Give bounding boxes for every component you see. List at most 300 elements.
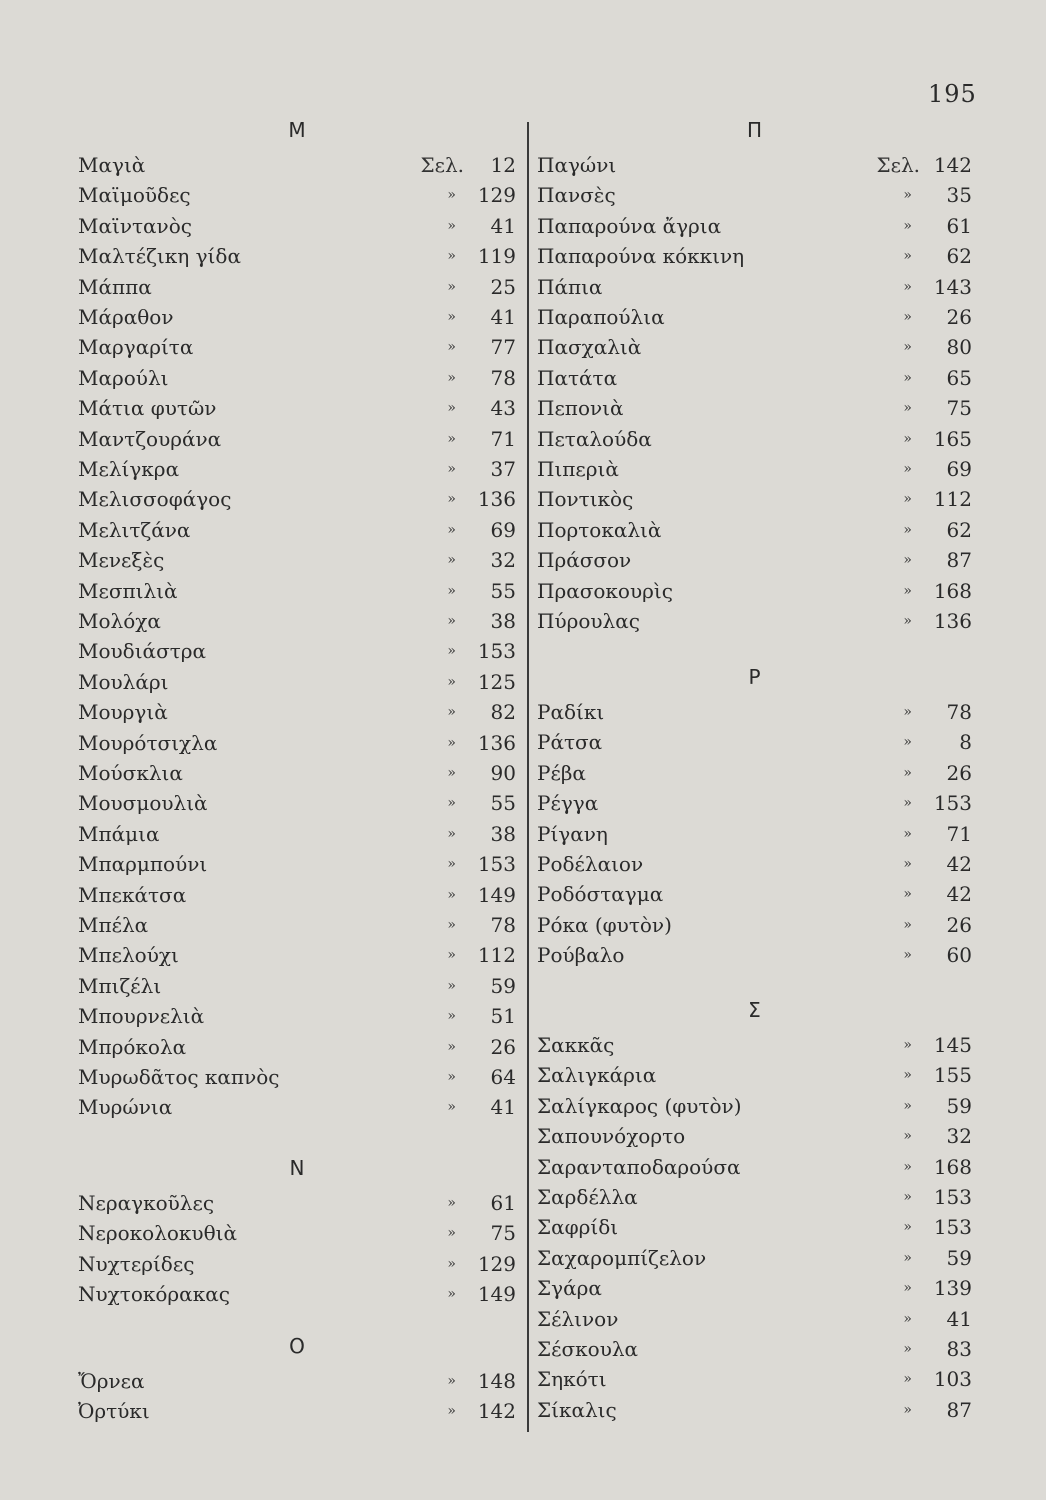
index-entry [78,454,516,484]
entry-name: Μαγιὰ [78,153,146,177]
index-entry [537,819,972,849]
entry-ditto-mark: » [903,704,912,720]
entry-ditto-mark: » [903,339,912,356]
entry-page-number: 153 [933,1215,972,1240]
index-entry [78,819,516,849]
entry-page-number: 78 [490,913,516,937]
index-entry [78,1279,516,1309]
entry-ditto-mark: » [447,977,456,994]
entry-ditto-mark: » [447,1286,456,1303]
index-entry [78,1001,516,1031]
entry-name: Μυρώνια [78,1095,173,1120]
entry-name: Μελιτζάνα [78,517,191,542]
index-entry [78,636,516,666]
entry-name: Σίκαλις [537,1397,617,1422]
entry-page-number: 37 [490,457,516,481]
section-letter-3: Σ [748,998,761,1022]
entry-page-number: 42 [946,852,972,876]
entry-name: Ρέβα [537,760,586,785]
entry-ditto-mark: » [447,704,456,721]
index-entry [537,241,972,271]
entry-ditto-mark: » [903,552,912,569]
entry-name: Παγώνι [537,153,617,177]
entry-name: Μυρωδᾶτος καπνὸς [78,1065,280,1089]
index-entry [537,849,972,879]
entry-page-number: 59 [946,1245,972,1270]
section-letter-2: Ν [289,1156,305,1180]
entry-name: Μαϊμοῦδες [78,183,191,208]
entry-name: Παραπούλια [537,305,665,329]
index-entry [537,1212,972,1242]
index-entry [78,241,516,271]
entry-ditto-mark: » [447,1195,456,1211]
index-entry [78,545,516,575]
index-entry [537,1030,972,1060]
section-letter-3: Ο [289,1334,305,1358]
index-entry [537,1152,972,1182]
entry-name: Σαρδέλλα [537,1185,638,1209]
entry-page-number: 103 [933,1367,972,1392]
entry-page-number: 62 [946,517,972,542]
entry-name: Ροδόσταγμα [537,882,664,907]
index-entry [537,727,972,757]
entry-ditto-mark: » [903,916,912,933]
entry-ditto-mark: » [447,552,456,569]
entry-ditto-mark: » [903,886,912,903]
entry-page-number: 78 [490,365,516,390]
entry-ditto-mark: » [447,1225,456,1242]
entry-ditto-mark: » [903,491,912,508]
index-entry [78,697,516,727]
index-entry [537,1304,972,1334]
entry-page-number: 112 [477,943,516,968]
entry-name: Μπιζέλι [78,973,162,998]
entry-name: Νυχτοκόρακας [78,1282,230,1307]
index-entry [78,1249,516,1279]
index-entry [78,849,516,879]
index-entry [78,728,516,758]
entry-name: Σαρανταποδαρούσα [537,1154,741,1179]
entry-page-number: 155 [933,1063,972,1088]
entry-page-number: 153 [477,639,516,664]
entry-page-number: 112 [933,487,972,512]
entry-page-number: 129 [477,1251,516,1276]
entry-ditto-mark: » [447,643,456,660]
entry-name: Μάππα [78,274,152,299]
entry-ditto-mark: » [903,1249,912,1266]
entry-page-number: 78 [946,700,972,724]
entry-page-number: 64 [490,1065,516,1089]
entry-ditto-mark: » [447,278,456,295]
index-entry [78,788,516,818]
entry-page-number: 26 [946,912,972,937]
entry-page-number: 61 [946,213,972,238]
entry-ditto-mark: » [447,1069,456,1085]
entry-page-number: 119 [477,244,516,269]
index-entry [78,332,516,362]
entry-ditto-mark: » [447,613,456,629]
entry-ditto-mark: » [903,461,912,477]
entry-name: Ὀρτύκι [78,1399,150,1424]
index-entry [537,484,972,514]
entry-page-number: 142 [477,1399,516,1424]
entry-page-number: 153 [477,852,516,877]
entry-page-number: 26 [946,305,972,329]
entry-page-number: 41 [490,213,516,238]
index-entry [537,1182,972,1212]
entry-ditto-mark: » [903,825,912,842]
entry-page-number: 90 [490,761,516,785]
entry-ditto-mark: » [447,461,456,477]
entry-page-number: 145 [933,1033,972,1057]
entry-ditto-mark: » [903,795,912,812]
entry-page-number: 139 [933,1276,972,1301]
index-entry [537,788,972,818]
entry-name: Μάραθον [78,305,174,329]
entry-ditto-mark: » [447,1099,456,1116]
index-entry [537,454,972,484]
index-entry [537,363,972,393]
index-entry [537,393,972,423]
entry-page-number: 142 [933,153,972,177]
index-entry [78,606,516,636]
entry-page-number: 83 [946,1337,972,1361]
index-entry [537,576,972,606]
entry-ditto-mark: » [903,400,912,417]
entry-page-number: 60 [946,943,972,968]
index-entry [537,1091,972,1121]
index-entry [537,758,972,788]
entry-name: Παπαρούνα ἄγρια [537,213,722,238]
entry-page-number: 43 [490,396,516,421]
entry-ditto-mark: » [447,765,456,781]
index-entry [537,515,972,545]
entry-ditto-mark: » [447,217,456,234]
index-entry [78,424,516,454]
entry-page-number: 87 [946,548,972,573]
entry-ditto-mark: » [447,795,456,812]
entry-page-number: 25 [490,274,516,299]
index-entry [78,576,516,606]
entry-name: Πεπονιὰ [537,396,624,421]
entry-name: Μούσκλια [78,761,183,785]
entry-ditto-mark: » [447,1008,456,1025]
entry-name: Μπρόκολα [78,1034,187,1059]
entry-page-number: 38 [490,821,516,846]
entry-name: Μπάμια [78,821,160,846]
entry-name: Σέσκουλα [537,1337,639,1361]
entry-page-number: 26 [946,760,972,785]
entry-ditto-mark: » [447,886,456,903]
entry-ditto-mark: » [903,1128,912,1145]
entry-page-number: 168 [933,578,972,603]
entry-page-number: 59 [946,1093,972,1118]
entry-ditto-mark: » [447,309,456,325]
entry-name: Ὄρνεα [78,1369,145,1393]
entry-name: Ράτσα [537,730,603,755]
index-entry [537,606,972,636]
entry-page-number: 62 [946,244,972,269]
entry-name: Πανσὲς [537,183,616,208]
entry-page-number: 71 [946,821,972,846]
entry-name: Μεσπιλιὰ [78,578,178,603]
entry-ditto-mark: » [903,1371,912,1388]
entry-ditto-mark: » [447,1255,456,1272]
entry-name: Σέλινον [537,1306,619,1331]
entry-page-number: 41 [490,305,516,329]
entry-ditto-mark: » [447,369,456,386]
entry-ditto-mark: » [903,309,912,325]
entry-name: Ραδίκι [537,700,605,724]
entry-name: Παπαρούνα κόκκινη [537,244,745,269]
entry-page-number: 51 [490,1004,516,1029]
entry-page-number: 41 [946,1306,972,1331]
entry-ditto-mark: » [903,278,912,295]
entry-ditto-mark: » [447,430,456,447]
entry-ditto-mark: » [447,187,456,204]
section-letter-1: Μ [288,118,306,142]
entry-ditto-mark: » [447,521,456,538]
entry-page-number: 148 [477,1369,516,1393]
entry-page-number: 8 [959,730,972,755]
index-entry [537,1060,972,1090]
entry-ditto-mark: » [903,947,912,964]
entry-page-number: 149 [477,882,516,907]
entry-ditto-mark: » [903,734,912,751]
index-entry [78,211,516,241]
entry-name: Μαργαρίτα [78,335,194,360]
entry-name: Μουρότσιχλα [78,730,218,755]
entry-ditto-mark: » [903,1097,912,1114]
entry-page-number: 165 [933,426,972,451]
page-number: 195 [928,80,977,108]
entry-ditto-mark: » [447,917,456,933]
entry-ditto-mark: » [447,582,456,599]
entry-page-number: 32 [490,548,516,573]
entry-name: Μουδιάστρα [78,639,207,664]
index-entry [78,1062,516,1092]
entry-name: Πασχαλιὰ [537,335,642,360]
entry-name: Μπαρμπούνι [78,852,208,877]
index-entry [537,272,972,302]
index-entry [537,1334,972,1364]
entry-ditto-mark: » [903,1158,912,1175]
entry-page-number: 136 [477,730,516,755]
entry-page-number: 38 [490,609,516,633]
entry-page-number: 153 [933,791,972,816]
entry-name: Πάπια [537,274,603,299]
index-entry [78,272,516,302]
entry-ditto-mark: » [903,613,912,629]
entry-page-number: 75 [946,396,972,421]
entry-ditto-mark: Σελ. [876,153,920,177]
entry-name: Μαλτέζικη γίδα [78,244,241,269]
entry-name: Μουσμουλιὰ [78,791,208,816]
entry-name: Ρέγγα [537,791,599,816]
entry-ditto-mark: » [447,673,456,690]
index-entry [537,1243,972,1273]
entry-page-number: 87 [946,1397,972,1422]
entry-ditto-mark: » [447,248,456,265]
entry-name: Νεροκολοκυθιὰ [78,1221,237,1246]
entry-page-number: 26 [490,1034,516,1059]
entry-name: Μολόχα [78,609,161,633]
entry-ditto-mark: » [903,1189,912,1205]
entry-ditto-mark: » [447,856,456,873]
entry-name: Νεραγκοῦλες [78,1191,215,1215]
index-entry [78,363,516,393]
entry-ditto-mark: » [903,248,912,265]
index-entry [78,484,516,514]
entry-name: Σαχαρομπίζελον [537,1245,707,1270]
index-entry [78,910,516,940]
entry-page-number: 149 [477,1282,516,1307]
index-entry [78,1366,516,1396]
entry-ditto-mark: » [903,1401,912,1418]
index-entry [78,758,516,788]
column-divider [527,122,529,1432]
index-entry [78,393,516,423]
entry-name: Μελισσοφάγος [78,487,232,512]
entry-ditto-mark: » [903,430,912,447]
entry-page-number: 153 [933,1185,972,1209]
entry-name: Μάτια φυτῶν [78,396,217,421]
entry-name: Σαλιγκάρια [537,1063,657,1088]
entry-name: Μπέλα [78,913,149,937]
entry-ditto-mark: » [903,582,912,599]
entry-name: Μουλάρι [78,669,169,694]
entry-page-number: 136 [477,487,516,512]
index-entry [537,302,972,332]
entry-ditto-mark: Σελ. [420,153,464,177]
entry-name: Πιπεριὰ [537,457,619,481]
entry-name: Μπεκάτσα [78,882,187,907]
entry-name: Μαϊντανὸς [78,213,192,238]
entry-page-number: 12 [490,153,516,177]
index-entry [537,910,972,940]
entry-page-number: 55 [490,791,516,816]
entry-ditto-mark: » [903,217,912,234]
entry-page-number: 69 [490,517,516,542]
entry-name: Ρούβαλο [537,943,625,968]
index-entry [78,1032,516,1062]
index-entry [78,940,516,970]
entry-ditto-mark: » [903,1219,912,1236]
entry-name: Μαρούλι [78,365,169,390]
entry-ditto-mark: » [903,187,912,204]
entry-name: Σαπουνόχορτο [537,1124,686,1149]
entry-ditto-mark: » [447,1038,456,1055]
entry-name: Σακκᾶς [537,1033,615,1057]
entry-page-number: 136 [933,609,972,633]
entry-name: Σηκότι [537,1367,607,1392]
index-entry [537,697,972,727]
entry-name: Ροδέλαιον [537,852,644,876]
entry-ditto-mark: » [903,764,912,781]
entry-ditto-mark: » [447,825,456,842]
entry-page-number: 143 [933,274,972,299]
section-letter-1: Π [746,118,763,142]
entry-name: Ρόκα (φυτὸν) [537,912,672,937]
entry-ditto-mark: » [903,1037,912,1053]
entry-name: Πρασοκουρὶς [537,578,673,603]
index-entry [537,150,972,180]
entry-name: Μουργιὰ [78,700,168,725]
index-entry [78,1188,516,1218]
entry-page-number: 168 [933,1154,972,1179]
entry-page-number: 55 [490,578,516,603]
entry-ditto-mark: » [903,521,912,538]
index-entry [537,211,972,241]
index-entry [78,1396,516,1426]
entry-name: Πράσσον [537,548,632,573]
entry-page-number: 42 [946,882,972,907]
index-entry [78,880,516,910]
entry-name: Μπελούχι [78,943,179,968]
entry-name: Νυχτερίδες [78,1251,195,1276]
entry-ditto-mark: » [447,400,456,417]
entry-page-number: 80 [946,335,972,360]
entry-ditto-mark: » [903,1310,912,1327]
entry-page-number: 77 [490,335,516,360]
entry-page-number: 75 [490,1221,516,1246]
entry-name: Ποντικὸς [537,487,634,512]
entry-ditto-mark: » [447,734,456,751]
entry-name: Πατάτα [537,365,618,390]
entry-ditto-mark: » [903,1341,912,1357]
entry-name: Πορτοκαλιὰ [537,517,662,542]
index-entry [537,1395,972,1425]
index-entry [78,667,516,697]
entry-page-number: 65 [946,365,972,390]
index-entry [78,1218,516,1248]
entry-page-number: 32 [946,1124,972,1149]
entry-page-number: 129 [477,183,516,208]
entry-page-number: 35 [946,183,972,208]
index-entry [537,424,972,454]
entry-name: Μενεξὲς [78,548,165,573]
index-entry [78,1092,516,1122]
entry-name: Μαντζουράνα [78,426,222,451]
entry-name: Σαφρίδι [537,1215,619,1240]
entry-page-number: 82 [490,700,516,725]
entry-page-number: 125 [477,669,516,694]
index-entry [78,971,516,1001]
index-entry [537,879,972,909]
entry-name: Πεταλούδα [537,426,652,451]
entry-name: Πύρουλας [537,609,640,633]
entry-page-number: 71 [490,426,516,451]
entry-page-number: 69 [946,457,972,481]
entry-name: Μπουρνελιὰ [78,1004,205,1029]
entry-ditto-mark: » [903,1067,912,1084]
index-entry [537,1364,972,1394]
index-entry [537,332,972,362]
index-entry [537,1121,972,1151]
entry-ditto-mark: » [447,1403,456,1420]
entry-ditto-mark: » [447,1373,456,1389]
index-entry [537,940,972,970]
entry-name: Ρίγανη [537,821,608,846]
entry-name: Σαλίγκαρος (φυτὸν) [537,1093,742,1118]
index-entry [537,545,972,575]
entry-ditto-mark: » [447,947,456,964]
entry-page-number: 41 [490,1095,516,1120]
entry-page-number: 61 [490,1191,516,1215]
entry-ditto-mark: » [903,1280,912,1297]
index-entry [537,180,972,210]
index-entry [537,1273,972,1303]
